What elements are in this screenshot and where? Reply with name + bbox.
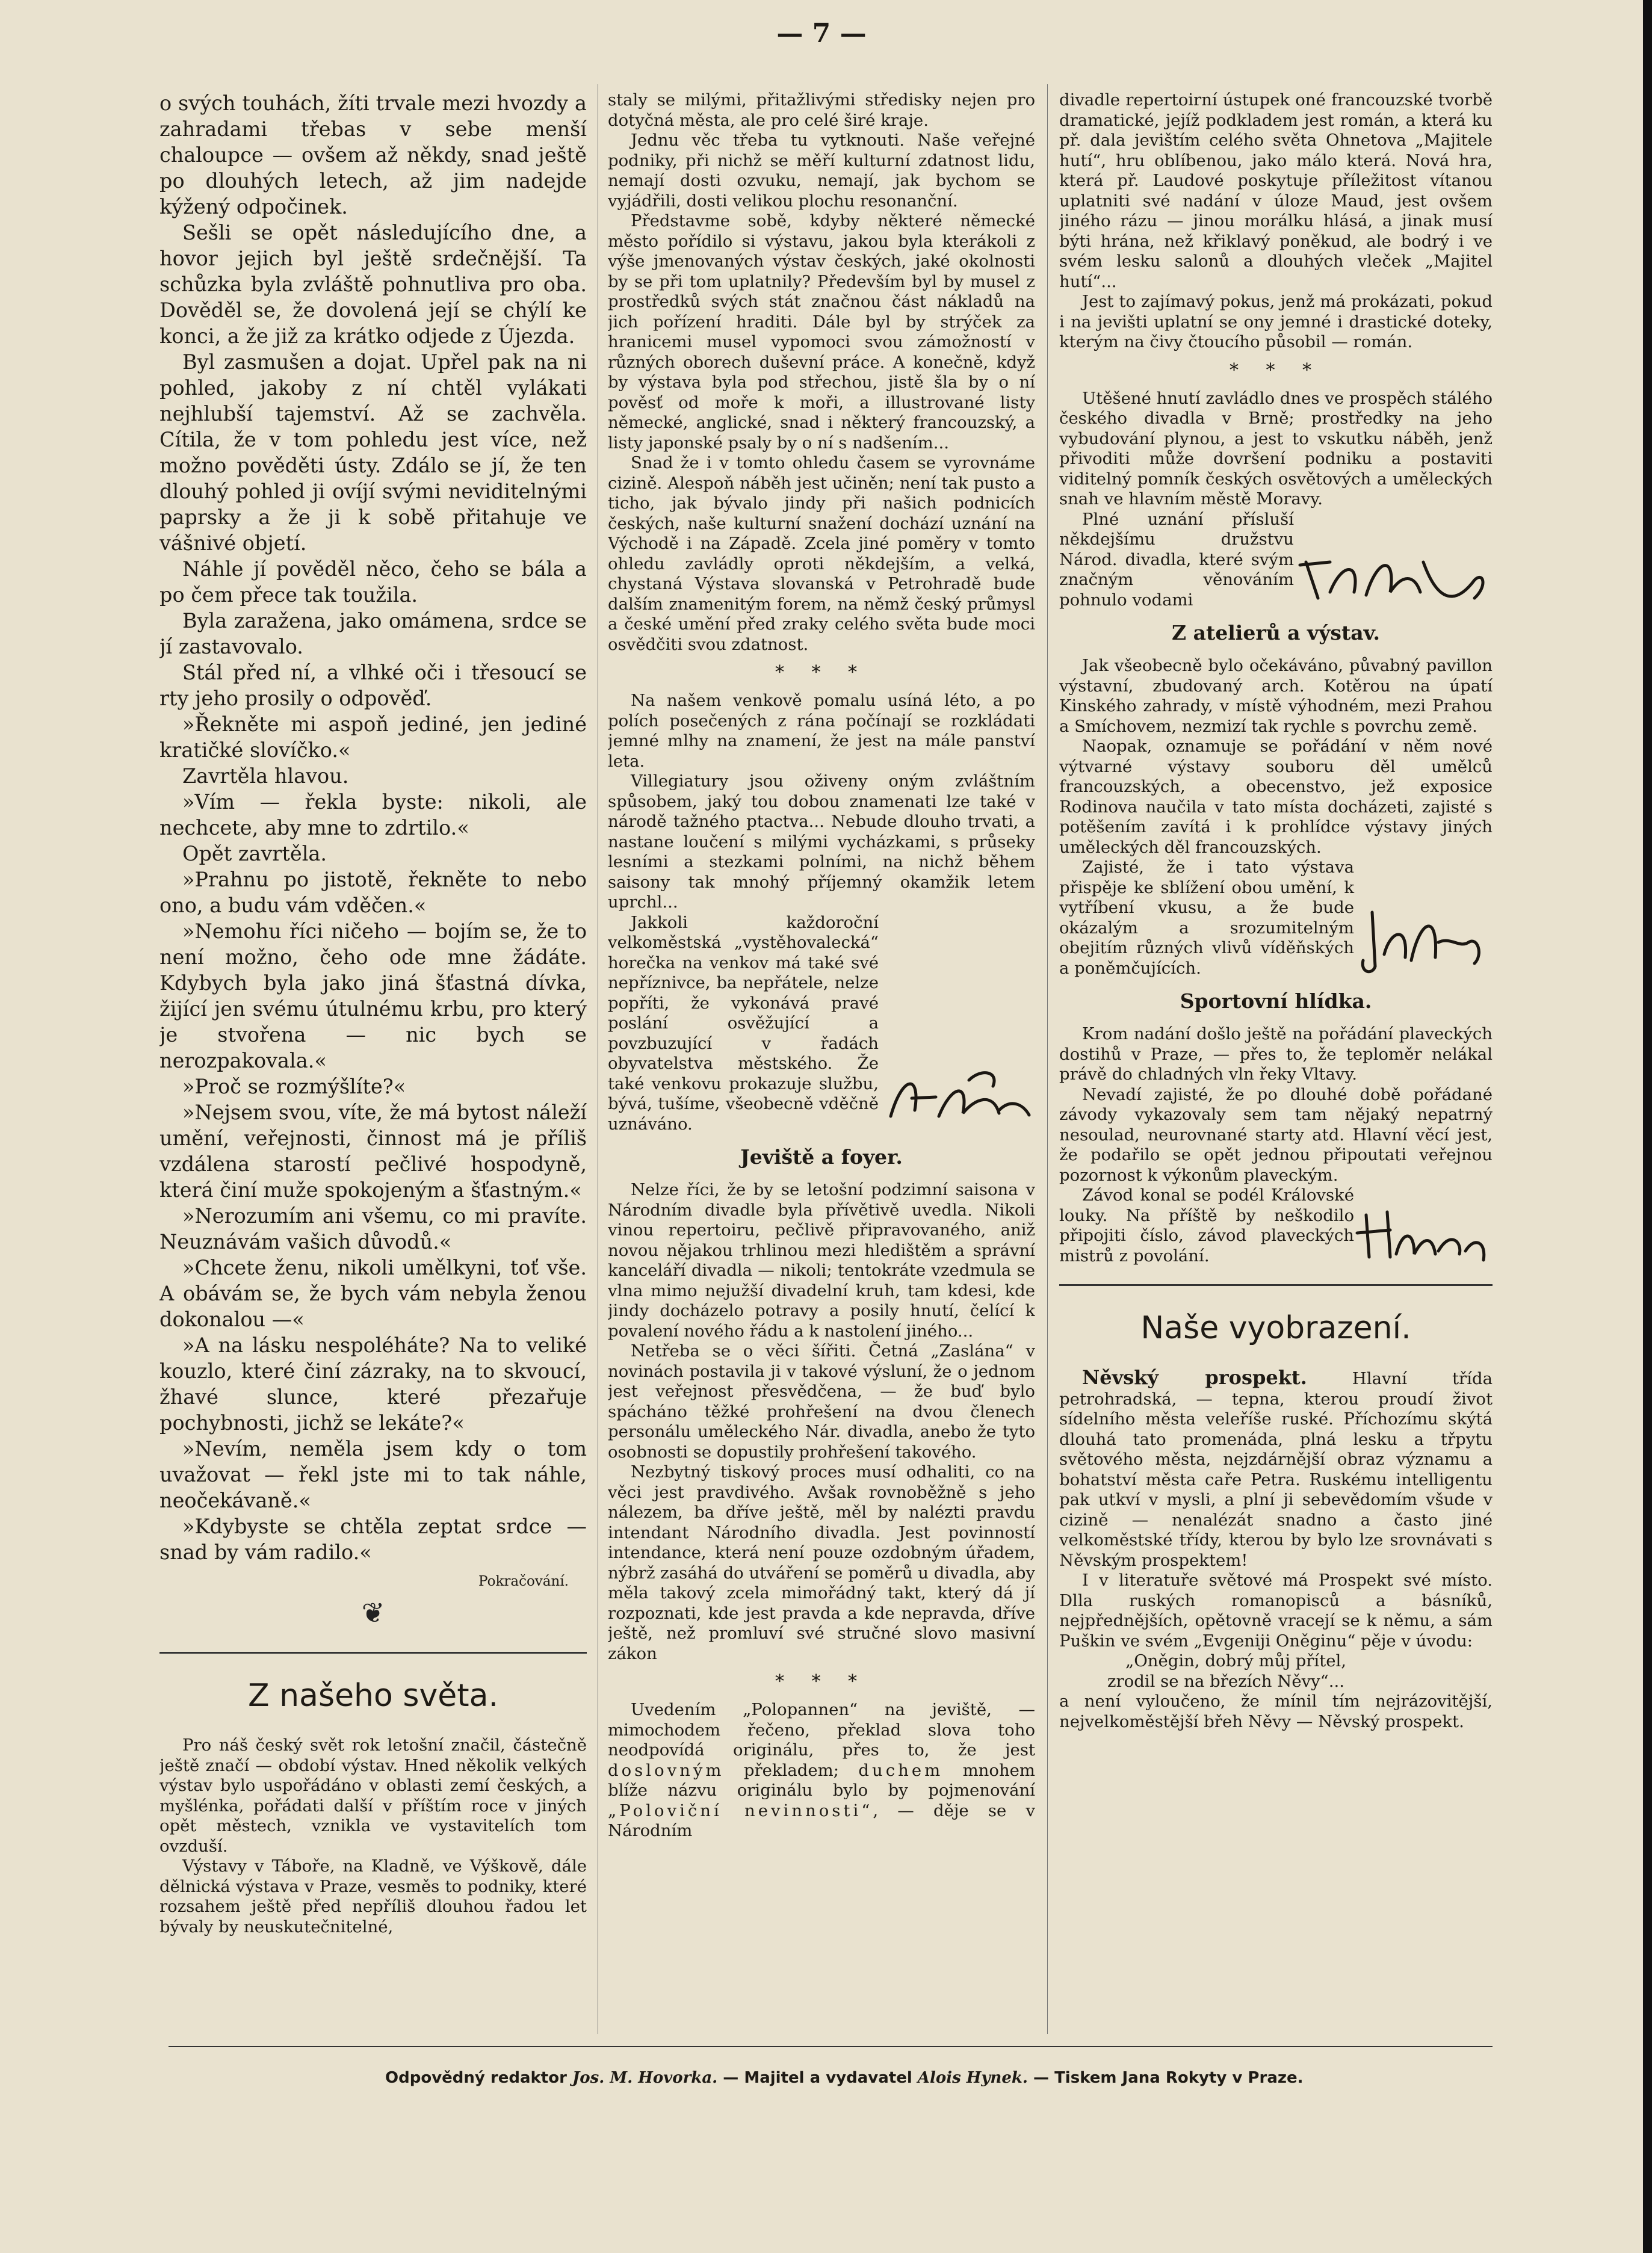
story-paragraph: »A na lásku nespoléháte? Na to veliké kouzlo, které činí zázraky, na to skvoucí, žhavé slunce, které přezařuje pochybnosti, jichž se lekáte?« <box>159 1334 587 1435</box>
article-paragraph: Krom nadání došlo ještě na pořádání plaveckých dostihů v Praze, — přes to, že teploměr nelákal právě do chladných vln řeky Vltavy. <box>1059 1024 1493 1084</box>
story-paragraph: Zavrtěla hlavou. <box>182 764 349 788</box>
article-paragraph: divadle repertoirní ústupek oné francouzské tvorbě dramatické, jejíž podkladem jest román, a která ku př. dala jevištím celého světa Ohnetova „Majitele hutí“, hru oblíbenou, jako málo která. Nová hra, která př. Laudové poskytuje příležitost vítanou uplatniti své nadání v úloze Maud, jest ovšem jiného rázu — jinou morálku hlásá, a jinak musí býti hrána, než křiklavý poněkud, ale bodrý i ve svém lesku salonů a dlouhých vleček „Majitel hutí“... <box>1059 90 1493 291</box>
page-number: — 7 — <box>776 18 867 49</box>
signature-block <box>1059 1185 1493 1266</box>
continued-label: Pokračování. <box>478 1574 569 1589</box>
article-paragraph: Na našem venkově pomalu usíná léto, a po polích posečených z rána počínají se rozkládati jemné mlhy na znamení, že jest na mále panství leta. <box>608 691 1035 771</box>
article-paragraph: Naopak, oznamuje se pořádání v něm nové výtvarné výstavy souboru děl umělců francouzských, a obecenstvo, jež exposice Rodinova naučila v tato místa docházeti, zajisté s potěšením zavítá i k prohlídce výstavy jiných uměleckých děl francouzských. <box>1059 737 1493 857</box>
article-paragraph: Nevadí zajisté, že po dlouhé době pořádané závody vykazovaly sem tam nějaký nepatrný nesoulad, neurovnané starty atd. Hlavní věcí jest, že podařilo se opět jednou připoutati veřejnou pozornost k výkonům plaveckým. <box>1059 1084 1493 1185</box>
story-paragraph: »Nejsem svou, víte, že má bytost náleží umění, veřejnosti, činnost má je příliš vzdálena starostí pečlivé hospodyně, která činí muže spokojeným a šťastným.« <box>159 1101 587 1202</box>
section-stars: * * * <box>775 1671 868 1692</box>
section-rule <box>1059 1284 1493 1286</box>
section-heading: Sportovní hlídka. <box>1180 989 1372 1013</box>
article-paragraph: Jednu věc třeba tu vytknouti. Naše veřejné podniky, při nichž se měří kulturní zdatnost lidu, nemají dosti ozvuku, nemají, jak bychom se vyjádřili, dosti velikou plochu resonanční. <box>608 131 1035 211</box>
story-paragraph: »Nevím, neměla jsem kdy o tom uvažovat — řekl jste mi to tak náhle, neočekávaně.« <box>159 1437 587 1512</box>
article-paragraph: Nelze říci, že by se letošní podzimní saisona v Národním divadle byla přívětivě uvedla. Nikoli vinou repertoiru, pečlivě připravovaného, aniž novou nějakou trhlinou mezi hledištěm a správní kanceláří divadla — nikoli; tentokráte vzedmula se vlna mimo nejužší divadelní kruh, tam kdesi, kde jindy docházelo potravy a posily hnutí, čelící k povalení nového řádu a k nastolení jiného... <box>608 1180 1035 1341</box>
story-paragraph: o svých touhách, žíti trvale mezi hvozdy a zahradami třebas v sebe menší chaloupce — ovšem až někdy, snad ještě po dlouhých letech, až jim nadejde kýžený odpočinek. <box>159 91 587 218</box>
story-paragraph: Sešli se opět následujícího dne, a hovor jejich byl ještě srdečnější. Ta schůzka byla zvláště pohnutliva pro oba. Dověděl se, že dovolená její se chýlí ke konci, a že již za krátko odjede z Újezda. <box>159 221 587 348</box>
article-paragraph: Zajisté, že i tato výstava přispěje ke sblížení obou umění, k vytříbení vkusu, a že bude okázalým a srozumitelným obejitím různých vlivů víděňských a poněmčujících. <box>1059 858 1354 978</box>
verse-line: zrodil se na březích Něvy“... <box>1107 1671 1344 1691</box>
column-1 <box>159 90 587 2040</box>
story-paragraph: Byl zasmušen a dojat. Upřel pak na ni pohled, jakoby z ní chtěl vylákati nejhlubší tajemství. Až se zachvěla. Cítila, že v tom pohledu jest více, než možno pověděti ústy. Zdálo se jí, že ten dlouhý pohled ji ovíjí svými neviditelnými paprsky a že ji k sobě přitahuje ve vášnivé objetí. <box>159 350 587 555</box>
footer-rule <box>169 2046 1493 2047</box>
signature-icon <box>879 1062 1035 1134</box>
article-paragraph: Uvedením „Polopannen“ na jeviště, — mimochodem řečeno, překlad slova toho neodpovídá originálu, přes to, že jest doslovným překladem; duchem mnohem blíže názvu originálu bylo by pojmenování „Poloviční nevinnosti“, — děje se v Národním <box>608 1700 1035 1840</box>
article-paragraph: a není vyloučeno, že mínil tím nejrázovitější, nejvelkoměstější břeh Něvy — Něvský prospekt. <box>1059 1692 1493 1731</box>
article-paragraph: Pro náš český svět rok letošní značil, částečně ještě značí — období výstav. Hned několik velkých výstav bylo uspořádáno v oblasti zemí českých, a myšlénka, pořádati další v příštím roce v jiných opět městech, vznikla ve vystavitelích tom ovzduší. <box>159 1735 587 1856</box>
column-3 <box>1059 90 1493 2040</box>
signature-icon <box>1294 538 1493 610</box>
ornament-icon: ❦ <box>361 1596 385 1629</box>
article-paragraph: Plné uznání přísluší někdejšímu družstvu Národ. divadla, které svým značným věnováním pohnulo vodami <box>1059 509 1294 610</box>
article-paragraph: Villegiatury jsou oživeny oným zvláštním spůsobem, jaký tou dobou znamenati lze také v národě tažného ptactva... Nebude dlouho trvati, a nastane loučení s milými vycházkami, s průseky lesními a stezkami polními, na nichž během saisony tak mnohý příjemný okamžik letem uprchl... <box>608 771 1035 912</box>
story-paragraph: »Vím — řekla byste: nikoli, ale nechcete, aby mne to zdrtilo.« <box>159 790 587 839</box>
story-paragraph: Opět zavrtěla. <box>182 842 327 865</box>
section-stars: * * * <box>1229 359 1323 381</box>
article-paragraph: Utěšené hnutí zavládlo dnes ve prospěch stálého českého divadla v Brně; prostředky na jeho vybudování plynou, a jest to vskutku náběh, jenž přivoditi může dovršení podniku a postaviti viditelný pomník českých osvětových a uměleckých snah ve hlavním městě Moravy. <box>1059 388 1493 508</box>
story-paragraph: Stál před ní, a vlhké oči i třesoucí se rty jeho prosily o odpověď. <box>159 661 587 710</box>
article-paragraph: staly se milými, přitažlivými středisky nejen pro dotyčná města, ale pro celé širé kraje. <box>608 90 1035 130</box>
article-paragraph: Jakkoli každoroční velkoměstská „vystěhovalecká“ horečka na venkov má také své nepříznivce, ba nepřátele, nelze popříti, že vykonává pravé poslání osvěžující a povzbuzující v řadách obyvatelstva městského. Že také venkovu prokazuje službu, bývá, tušíme, všeobecně vděčně uznáváno. <box>608 912 879 1134</box>
story-paragraph: »Chcete ženu, nikoli umělkyni, toť vše. A obávám se, že bych vám nebyla ženou dokonalou —« <box>159 1256 587 1331</box>
imprint-footer: Odpovědný redaktor Jos. M. Hovorka. — Majitel a vydavatel Alois Hynek. — Tiskem Jana Rokyty v Praze. <box>385 2069 1304 2087</box>
article-paragraph: Snad že i v tomto ohledu časem se vyrovnáme cizině. Alespoň náběh jest učiněn; není tak pusto a ticho, jak bývalo jindy při našich podnicích českých, naše kulturní snažení dochází uznání na Východě i na Západě. Zcela jiné poměry v tomto ohledu zavládly oproti někdejším, a velká, chystaná Výstava slovanská v Petrohradě bude dalším znamenitým forem, na němž český průmysl a české umění před zraky celého světa bude moci osvědčiti svou zdatnost. <box>608 453 1035 654</box>
section-heading: Z atelierů a výstav. <box>1172 621 1380 644</box>
article-paragraph: Závod konal se podél Královské louky. Na příště by neškodilo připojiti číslo, závod plaveckých mistrů z povolání. <box>1059 1185 1354 1266</box>
story-paragraph: »Kdybyste se chtěla zeptat srdce — snad by vám radilo.« <box>159 1515 587 1564</box>
signature-block <box>1059 510 1493 611</box>
article-paragraph: Jest to zajímavý pokus, jenž má prokázati, pokud i na jevišti uplatní se ony jemné i drastické doteky, kterým na čivy čtoucího působil — román. <box>1059 292 1493 351</box>
article-paragraph: Netřeba se o věci šířiti. Četná „Zaslána“ v novinách postavila ji v takové výsluní, že o jednom jest veřejnost přesvědčena, — že buď bylo spácháno těžké prohřešení na dvou členech personálu uměleckého Nár. divadla, anebo že tyto osobnosti se dopustily prohřešení takového. <box>608 1341 1035 1462</box>
section-rule <box>159 1652 587 1654</box>
verse-line: „Oněgin, dobrý můj přítel, <box>1125 1651 1347 1670</box>
story-paragraph: »Nerozumím ani všemu, co mi pravíte. Neuznávám vašich důvodů.« <box>159 1204 587 1253</box>
article-paragraph: Představme sobě, kdyby některé německé město pořídilo si výstavu, jakou byla kterákoli z výše jmenovaných výstav českých, jaké okolnosti by se při tom uplatnily? Především byl by musel z prostředků svých stát značnou část nákladů na jich pořízení hraditi. Dále byl by strýček za hranicemi musel vypomoci svou zámožností v různých oborech duševní práce. A konečně, když by výstava byla pod střechou, jistě šla by o ní pověsť od moře k moři, a illustrované listy německé, anglické, snad i některý francouzský, a listy japonské psaly by o ní s nadšením... <box>608 211 1035 453</box>
signature-icon <box>1354 1200 1493 1266</box>
section-heading: Jeviště a foyer. <box>740 1145 903 1169</box>
section-title: Z našeho světa. <box>248 1678 498 1714</box>
article-paragraph: Výstavy v Táboře, na Kladně, ve Výškově, dále dělnická výstava v Praze, vesměs to podniky, které rozsahem ještě před nepříliš dlouhou řadou let bývaly by neuskutečnitelné, <box>159 1856 587 1936</box>
section-stars: * * * <box>775 662 868 683</box>
signature-block <box>608 913 1035 1135</box>
column-divider <box>1047 84 1048 2034</box>
story-paragraph: »Řekněte mi aspoň jediné, jen jediné kratičké slovíčko.« <box>159 712 587 762</box>
story-paragraph: »Prahnu po jistotě, řekněte to nebo ono, a budu vám vděčen.« <box>159 868 587 917</box>
scan-edge <box>1643 0 1652 2253</box>
article-paragraph: Nezbytný tiskový proces musí odhaliti, co na věci jest pravdivého. Avšak rovnoběžně s jeho nálezem, ba dříve ještě, měl by nalézti pravdu intendant Národního divadla. Jest povinností intendance, která není pouze ozdobným úřadem, nýbrž zasáhá do utváření se poměrů u divadla, aby měla takový zcela mimořádný takt, který dá jí rozpoznati, kde jest pravda a kde nepravda, dříve ještě, než promluví své stručné slovo masivní zákon <box>608 1462 1035 1663</box>
signature-icon <box>1354 900 1493 978</box>
article-paragraph: Jak všeobecně bylo očekáváno, půvabný pavillon výstavní, zbudovaný arch. Kotěrou na úpatí Kinského zahrady, v místě výhodném, mezi Prahou a Smíchovem, nezmizí tak rychle s povrchu země. <box>1059 656 1493 736</box>
story-paragraph: »Proč se rozmýšlíte?« <box>182 1075 406 1098</box>
column-2 <box>608 90 1035 2040</box>
story-paragraph: Náhle jí pověděl něco, čeho se bála a po čem přece tak toužila. <box>159 557 587 607</box>
article-paragraph: I v literatuře světové má Prospekt své místo. Dlla ruských romanopisců a básníků, nejpřednějších, opětovně vracejí se k němu, a sám Puškin ve svém „Evgeniji Oněginu“ pěje v úvodu: <box>1059 1571 1493 1651</box>
story-paragraph: »Nemohu říci ničeho — bojím se, že to není možno, čeho ode mne žádáte. Kdybych byla jako jiná šťastná dívka, žijící jen svému útulnému krbu, pro který je stvořena — nic bych se nerozpakovala.« <box>159 919 587 1072</box>
signature-block <box>1059 858 1493 978</box>
story-paragraph: Byla zaražena, jako omámena, srdce se jí zastavovalo. <box>159 609 587 658</box>
section-title: Naše vyobrazení. <box>1140 1310 1411 1346</box>
article-paragraph: Něvský prospekt. Hlavní třída petrohradská, — tepna, kterou proudí život sídelního města veleříše ruské. Příchozímu skýtá dlouhá tato promenáda, plná lesku a třpytu světového města, nejzdárnější obraz významu a bohatství města caře Petra. Ruskému intelligentu pak utkví v mysli, a plní ji sebevědomím všude v cizině — nenalézát snadno a často jiné velkoměstské třídy, kterou by bylo lze srovnávati s Něvským prospektem! <box>1059 1366 1493 1570</box>
